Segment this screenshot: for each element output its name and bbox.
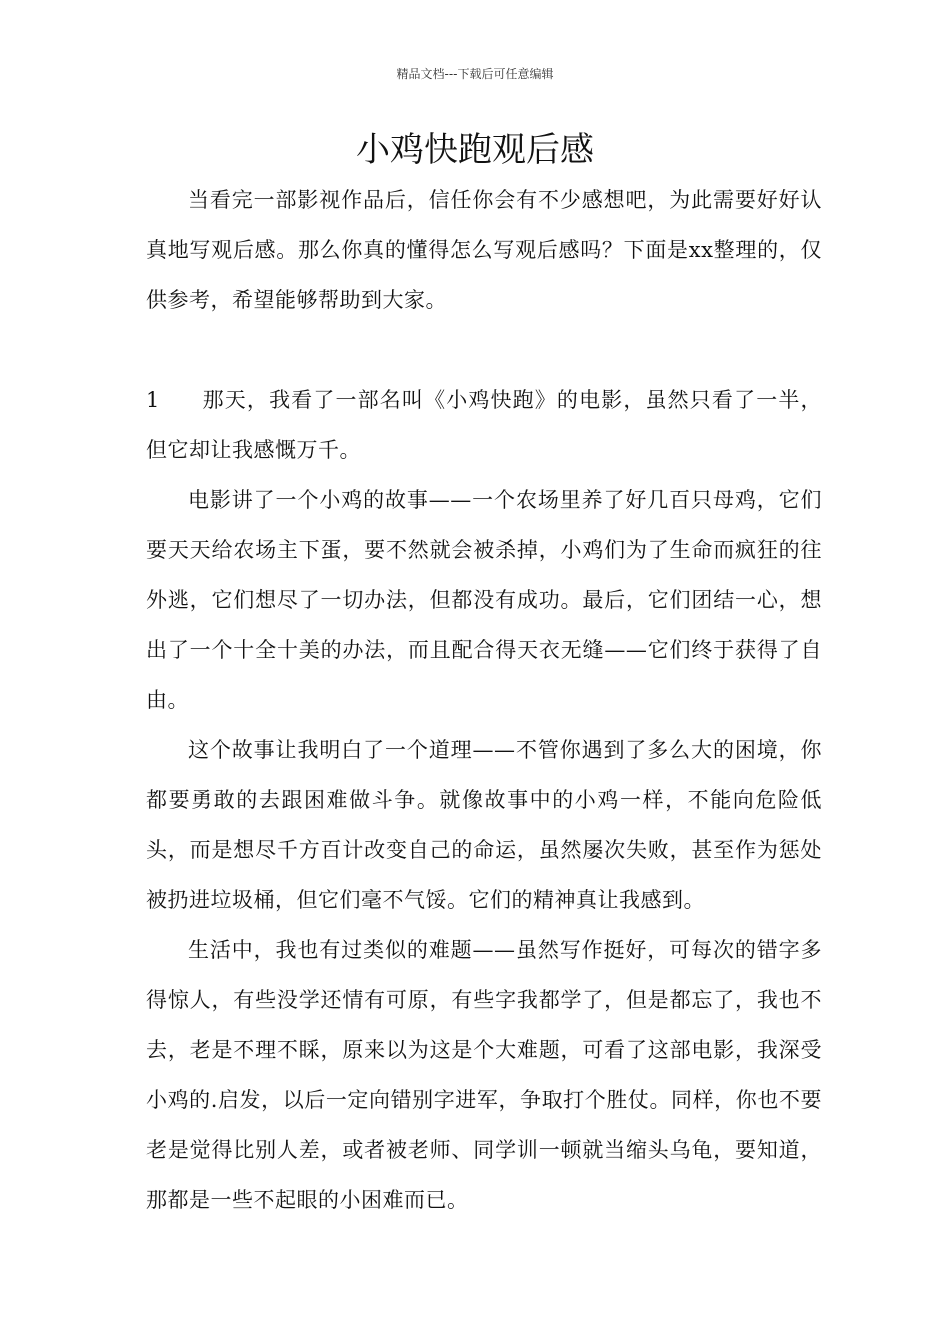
paragraph-3: 这个故事让我明白了一个道理——不管你遇到了多么大的困境，你都要勇敢的去跟困难做斗争。就像故事中的小鸡一样，不能向危险低头，而是想尽千方百计改变自己的命运，虽然屡次失败，甚至作为惩处被扔进垃圾桶，但它们毫不气馁。它们的精神真让我感到。 [146, 738, 822, 912]
paragraph-2: 电影讲了一个小鸡的故事——一个农场里养了好几百只母鸡，它们要天天给农场主下蛋，要不然就会被杀掉，小鸡们为了生命而疯狂的往外逃，它们想尽了一切办法，但都没有成功。最后，它们团结一心，想出了一个十全十美的办法，而且配合得天衣无缝——它们终于获得了自由。 [146, 488, 822, 712]
numbered-paragraph [146, 375, 822, 475]
intro-paragraph: 当看完一部影视作品后，信任你会有不少感想吧，为此需要好好认真地写观后感。那么你真的懂得怎么写观后感吗？下面是xx整理的，仅供参考，希望能够帮助到大家。 [146, 188, 822, 312]
intro-block [146, 175, 822, 325]
main-block [146, 375, 822, 1225]
section-number: 1 [146, 388, 160, 412]
header-note: 精品文档---下载后可任意编辑 [396, 67, 554, 81]
paragraph-4: 生活中，我也有过类似的难题——虽然写作挺好，可每次的错字多得惊人，有些没学还情有可原，有些字我都学了，但是都忘了，我也不去，老是不理不睬，原来以为这是个大难题，可看了这部电影，我深受小鸡的.启发，以后一定向错别字进军，争取打个胜仗。同样，你也不要老是觉得比别人差，或者被老师、同学训一顿就当缩头乌龟，要知道，那都是一些不起眼的小困难而已。 [146, 938, 822, 1212]
page-title: 小鸡快跑观后感 [356, 130, 594, 170]
paragraph-1: 那天，我看了一部名叫《小鸡快跑》的电影，虽然只看了一半，但它却让我感慨万千。 [146, 388, 822, 462]
